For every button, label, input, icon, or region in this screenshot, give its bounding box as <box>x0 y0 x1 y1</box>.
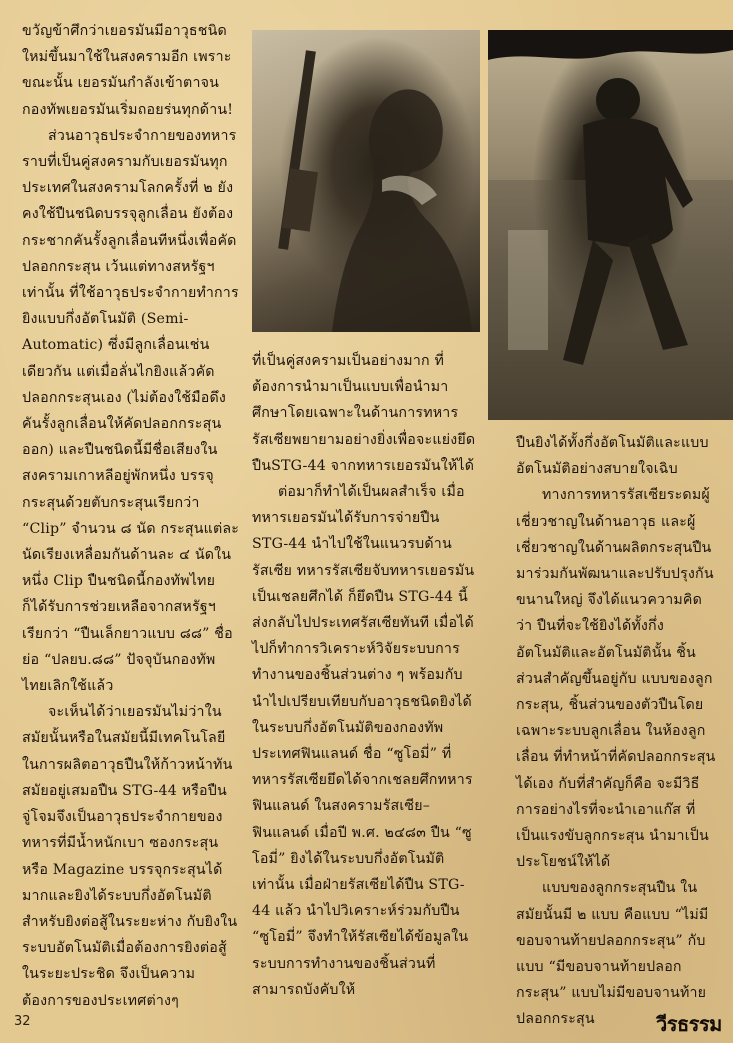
walking-soldier-photo <box>488 30 733 420</box>
middle-column <box>252 348 478 1003</box>
paragraph: จะเห็นได้ว่าเยอรมันไม่ว่าในสมัยนั้นหรือในสมัยนี้มีเทคโนโลยีในการผลิตอาวุธปืนให้ก้าวหน้าทันสมัยอยู่เสมอปืน STG-44 หรือปืนจู่โจมจึงเป็นอาวุธประจำกายของทหารที่มีน้ำหนักเบา ซองกระสุนหรือ Magazine บรรจุกระสุนได้มากและยิงได้ระบบกึ่งอัตโนมัติ สำหรับยิงต่อสู้ในระยะห่าง กับยิงในระบบอัตโนมัติเมื่อต้องการยิงต่อสู้ในระยะประชิด จึงเป็นความต้องการของประเทศต่างๆ <box>22 704 238 1009</box>
left-column <box>22 18 240 1014</box>
paragraph: ทางการทหารรัสเซียระดมผู้เชี่ยวชาญในด้านอาวุธ และผู้เชี่ยวชาญในด้านผลิตกระสุนปืนมาร่วมกันพัฒนาและปรับปรุงกันขนานใหญ่ จึงได้แนวความคิดว่า ปืนที่จะใช้ยิงได้ทั้งกึ่งอัตโนมัติและอัตโนมัตินั้น ชิ้นส่วนสำคัญขึ้นอยู่กับ แบบของลูกกระสุน, ชิ้นส่วนของตัวปืนโดยเฉพาะระบบลูกเลื่อน ในห้องลูกเลื่อน ที่ทำหน้าที่คัดปลอกกระสุนได้เอง กับที่สำคัญก็คือ จะมีวิธีการอย่างไรที่จะนำเอาแก๊ส ที่เป็นแรงขับลูกกระสุน นำมาเป็นประโยชน์ให้ได้ <box>516 487 716 871</box>
paragraph: ต่อมาก็ทำได้เป็นผลสำเร็จ เมื่อทหารเยอรมันได้รับการจ่ายปืน STG-44 นำไปใช้ในแนวรบด้านรัสเซีย ทหารรัสเซียจับทหารเยอรมันเป็นเชลยศึกได้ ก็ยึดปืน STG-44 นี้ส่งกลับไปประเทศรัสเซียทันที เมื่อได้ไปก็ทำการวิเคราะห์วิจัยระบบการทำงานของชิ้นส่วนต่าง ๆ พร้อมกับนำไปเปรียบเทียบกับอาวุธชนิดยิงได้ในระบบกึ่งอัตโนมัติของกองทัพประเทศฟินแลนด์ ชื่อ “ซูโอมี่” ที่ทหารรัสเซียยึดได้จากเชลยศึกทหารฟินแลนด์ ในสงครามรัสเซีย–ฟินแลนด์ เมื่อปี พ.ศ. ๒๔๘๓ ปืน “ซูโอมี่” ยิงได้ในระบบกึ่งอัตโนมัติเท่านั้น เมื่อฝ่ายรัสเซียได้ปืน STG-44 แล้ว นำไปวิเคราะห์ร่วมกับปืน “ซูโอมี่” จึงทำให้รัสเซียได้ข้อมูลในระบบการทำงานของชิ้นส่วนที่สามารถบังคับให้ <box>252 484 475 998</box>
soldier-photo <box>252 30 480 332</box>
paragraph: แบบของลูกกระสุนปืน ในสมัยนั้นมี ๒ แบบ คือแบบ “ไม่มีขอบจานท้ายปลอกกระสุน” กับแบบ “มีขอบจานท้ายปลอกกระสุน” แบบไม่มีขอบจานท้ายปลอกกระสุน <box>516 880 709 1028</box>
paragraph: ปืนยิงได้ทั้งกึ่งอัตโนมัติและแบบอัตโนมัติอย่างสบายใจเฉิบ <box>516 435 709 478</box>
paragraph: ที่เป็นคู่สงครามเป็นอย่างมาก ที่ต้องการนำมาเป็นแบบเพื่อนำมาศึกษาโดยเฉพาะในด้านการทหาร รัสเซียพยายามอย่างยิ่งเพื่อจะแย่งยึดปืนSTG-44 จากทหารเยอรมันให้ได้ <box>252 353 476 474</box>
right-column <box>516 430 716 1033</box>
magazine-logo: วีรธรรม <box>656 1012 722 1036</box>
walking-soldier-photo-graphic <box>488 30 733 420</box>
paragraph: ส่วนอาวุธประจำกายของทหารราบที่เป็นคู่สงครามกับเยอรมันทุกประเทศในสงครามโลกครั้งที่ ๒ ยังคงใช้ปืนชนิดบรรจุลูกเลื่อน ยังต้องกระชากคันรั้งลูกเลื่อนทีหนึ่งเพื่อคัดปลอกกระสุน เว้นแต่ทางสหรัฐฯเท่านั้น ที่ใช้อาวุธประจำกายทำการยิงแบบกึ่งอัตโนมัติ (Semi-Automatic) ซึ่งมีลูกเลื่อนเช่นเดียวกัน แต่เมื่อลั่นไกยิงแล้วคัดปลอกกระสุนเอง (ไม่ต้องใช้มือดึงคันรั้งลูกเลื่อนให้คัดปลอกกระสุนออก) และปืนชนิดนี้มีชื่อเสียงในสงครามเกาหลีอยู่พักหนึ่ง บรรจุกระสุนด้วยตับกระสุนเรียกว่า “Clip” จำนวน ๘ นัด กระสุนแต่ละนัดเรียงเหลื่อมกันด้านละ ๔ นัดในหนึ่ง Clip ปืนชนิดนี้กองทัพไทยก็ได้รับการช่วยเหลือจากสหรัฐฯเรียกว่า “ปืนเล็กยาวแบบ ๘๘” ชื่อย่อ “ปลยบ.๘๘” ปัจจุบันกองทัพไทยเลิกใช้แล้ว <box>22 127 240 695</box>
page-number: 32 <box>14 1014 31 1029</box>
paragraph: ขวัญข้าศึกว่าเยอรมันมีอาวุธชนิดใหม่ขึ้นมาใช้ในสงครามอีก เพราะขณะนั้น เยอรมันกำลังเข้าตาจน กองทัพเยอรมันเริ่มถอยร่นทุกด้าน! <box>22 23 234 118</box>
soldier-photo-graphic <box>252 30 480 332</box>
